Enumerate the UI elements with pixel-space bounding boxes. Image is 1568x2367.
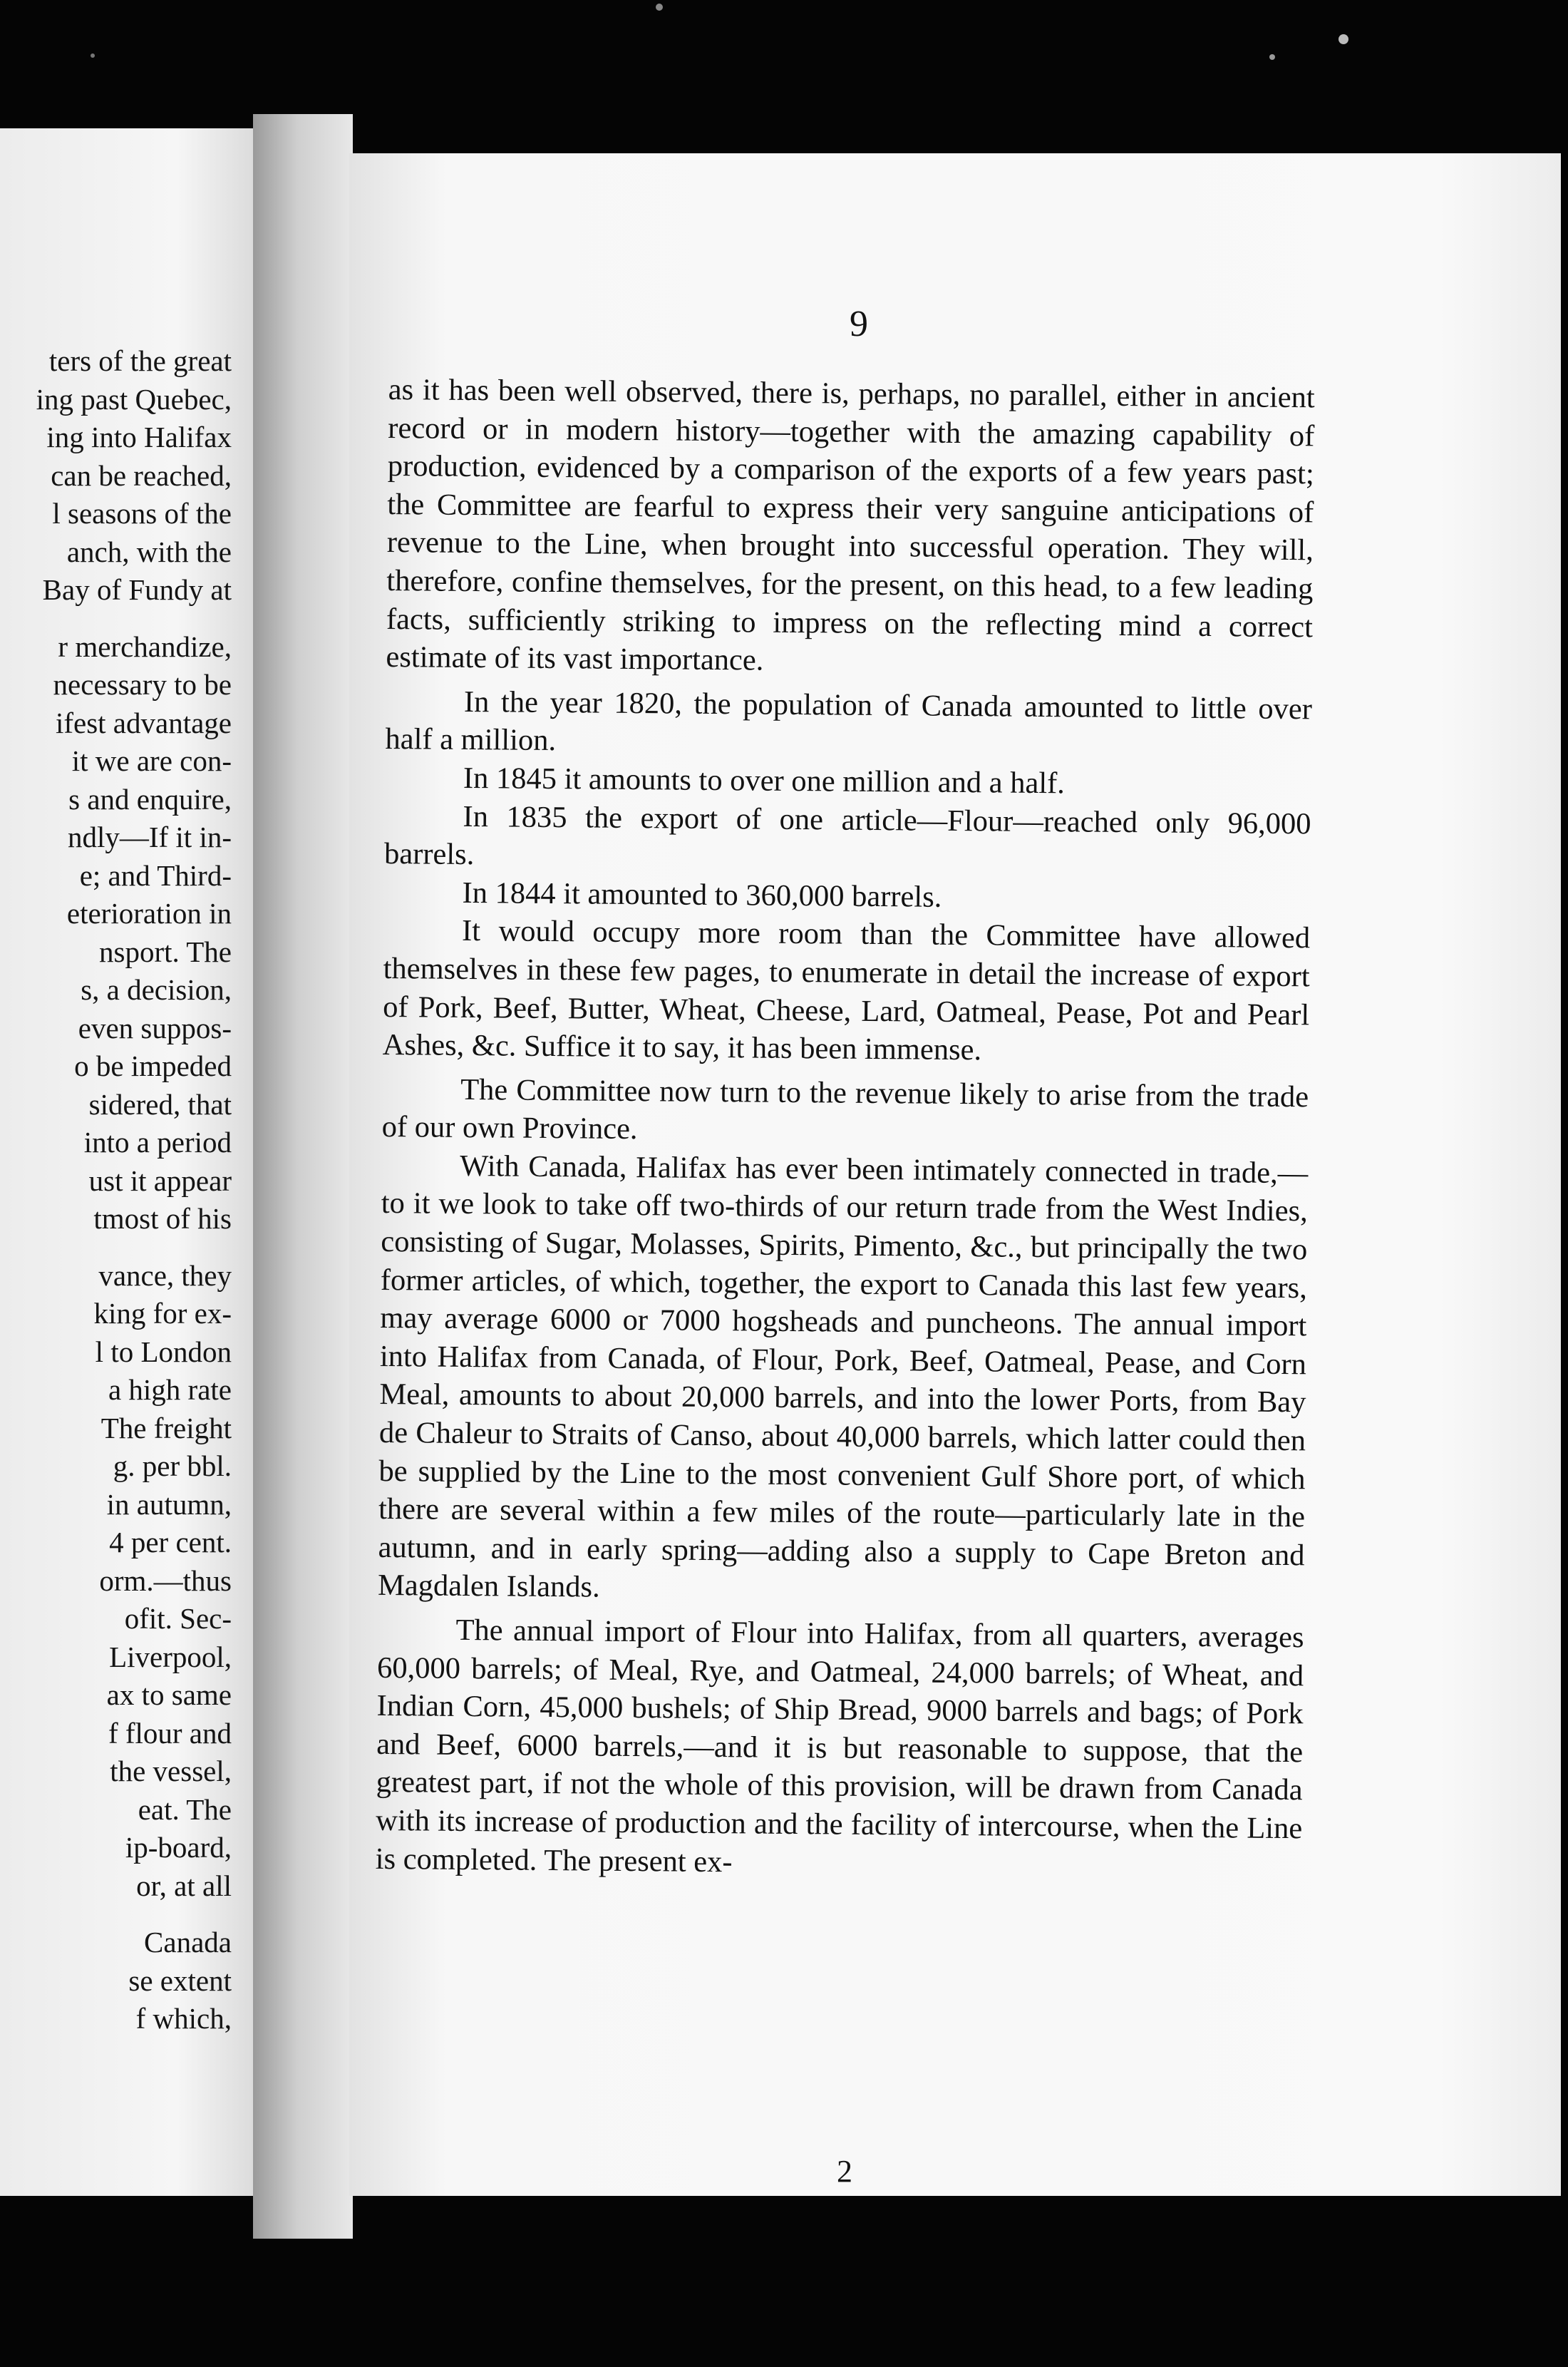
left-page-line: tmost of his (93, 1202, 232, 1235)
left-page-line: necessary to be (53, 668, 232, 701)
paragraph-exports-increase: It would occupy more room than the Committee have allowed themselves in these few pages, to enumerate in detail the increase of export of Pork, Beef, Butter, Wheat, Cheese, Lard, Oatmeal, Pease, Pot and Pearl Ashes, &c. Suffice it to say, it has been immense. (382, 914, 1311, 1067)
left-page-line: even suppos- (78, 1011, 232, 1044)
left-page-line: ofit. Sec- (124, 1602, 232, 1635)
left-page-line: ax to same (106, 1678, 232, 1711)
left-page (0, 128, 253, 2196)
left-page-line: ip-board, (125, 1831, 232, 1864)
left-page-line: The freight (100, 1411, 232, 1444)
paragraph-population-1820: In the year 1820, the population of Canada amounted to little over half a million. (385, 684, 1313, 758)
paragraph-continuation: as it has been well observed, there is, perhaps, no parallel, either in ancient record or in modern history—together with the amazing capability of production, evidenced by a comparison of the exports of a few years past; the Committee are fearful to express their very sanguine anticipations of revenue to the Line, when brought into successful operation. They will, therefore, confine themselves, for the present, on this head, to a few leading facts, sufficiently striking to impress on the reflecting mind a correct estimate of its vast importance. (386, 372, 1315, 677)
paragraph-flour-1835: In 1835 the export of one article—Flour—reached only 96,000 barrels. (383, 799, 1311, 872)
left-page-line: in autumn, (106, 1487, 232, 1521)
left-page-line: f flour and (108, 1716, 232, 1750)
left-page-line: l to London (95, 1335, 232, 1368)
paragraph-population-1845: In 1845 it amounts to over one million and a half. (463, 761, 1066, 801)
paragraph-flour-1844: In 1844 it amounted to 360,000 barrels. (462, 876, 942, 914)
left-page-line: or, at all (136, 1869, 232, 1902)
left-page-line: ing past Quebec, (36, 382, 232, 416)
line-gap (36, 610, 232, 628)
left-page-line: Canada (144, 1926, 232, 1958)
left-page-line: 4 per cent. (109, 1526, 232, 1559)
line-gap (36, 1238, 232, 1257)
left-page-line: Bay of Fundy at (42, 573, 232, 606)
paragraph-province-revenue: The Committee now turn to the revenue likely to arise from the trade of our own Province. (381, 1072, 1309, 1146)
left-page-line: king for ex- (93, 1297, 232, 1330)
left-page-line: f which, (135, 2002, 232, 2035)
left-page-line: eat. The (138, 1792, 232, 1826)
left-page-line: Liverpool, (109, 1640, 232, 1673)
line-gap (36, 1905, 232, 1924)
left-page-line: r merchandize, (58, 630, 232, 663)
left-page-line: l seasons of the (52, 497, 232, 530)
left-page-line: o be impeded (74, 1049, 232, 1082)
left-page-text (36, 342, 232, 2038)
left-page-line: s, a decision, (81, 973, 232, 1006)
left-page-line: se extent (128, 1963, 232, 1997)
left-page-line: sidered, that (88, 1087, 232, 1121)
left-page-line: into a period (83, 1126, 232, 1159)
book-gutter (253, 114, 353, 2239)
left-page-line: nsport. The (98, 935, 232, 968)
left-page-line: orm.—thus (99, 1564, 232, 1597)
left-page-line: ust it appear (88, 1164, 232, 1197)
left-page-line: vance, they (98, 1258, 232, 1292)
left-page-line: can be reached, (51, 458, 232, 492)
page-body (376, 371, 1315, 1886)
signature-mark: 2 (837, 2154, 852, 2189)
left-page-line: the vessel, (110, 1755, 232, 1787)
left-page-line: g. per bbl. (113, 1449, 232, 1482)
left-page-line: ters of the great (48, 344, 232, 377)
left-page-line: ing into Halifax (46, 421, 232, 453)
left-page-line: anch, with the (66, 535, 232, 568)
left-page-line: eterioration in (66, 897, 232, 930)
paragraph-flour-import: The annual import of Flour into Halifax, from all quarters, averages 60,000 barrels; of Meal, Rye, and Oatmeal, 24,000 barrels; of Wheat, and Indian Corn, 45,000 bushels; of Ship Bread, 9000 barrels and bags; of Pork and Beef, 6000 barrels,—and it is but reasonable to suppose, that the greatest part, if not the whole of this provision, will be drawn from Canada with its increase of production and the facility of intercourse, when the Line is completed. The present ex- (375, 1613, 1304, 1879)
left-page-line: ndly—If it in- (67, 821, 232, 853)
left-page-line: s and enquire, (68, 782, 232, 816)
page-number: 9 (850, 304, 868, 344)
left-page-line: e; and Third- (79, 858, 232, 892)
left-page-line: it we are con- (71, 744, 232, 777)
left-page-line: ifest advantage (55, 706, 232, 739)
paragraph-canada-trade: With Canada, Halifax has ever been intimately connected in trade,—to it we look to take off two-thirds of our return trade from the West Indies, consisting of Sugar, Molasses, Spirits, Pimento, &c., but principally the two former articles, of which, together, the export to Canada this last few years, may average 6000 or 7000 hogsheads and puncheons. The annual import into Halifax from Canada, of Flour, Pork, Beef, Oatmeal, Pease, and Corn Meal, amounts to about 20,000 barrels, and into the lower Ports, from Bay de Chaleur to Straits of Canso, about 40,000 barrels, which latter could then be supplied by the Line to the most convenient Gulf Shore port, of which there are several within a few miles of the route—particularly late in the autumn, and in early spring—adding also a supply to Cape Breton and Magdalen Islands. (377, 1149, 1309, 1605)
scan-specks (0, 0, 1568, 114)
left-page-line: a high rate (108, 1373, 232, 1406)
